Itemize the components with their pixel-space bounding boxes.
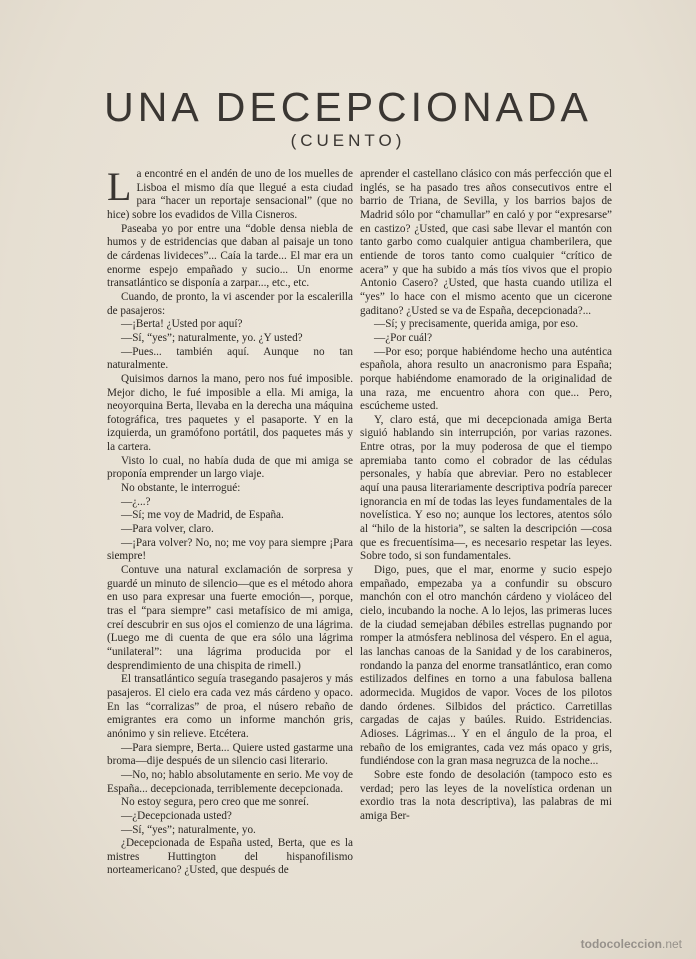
paragraph: Cuando, de pronto, la vi ascender por la escalerilla de pasajeros: xyxy=(107,290,353,317)
paragraph: Digo, pues, que el mar, enorme y sucio espejo empañado, empezaba ya a confundir su obscuro manchón con el otro manchón cárdeno y violáceo del cielo, incubando la noche. A lo lejos, las primeras luces de la ciudad semejaban débiles estrellas pugnando por romper la atmósfera neblinosa del véspero. En el agua, las lanchas canoas de la Sanidad y de los carabineros, rondando la panza del enorme transatlántico, eran como estilizados delfines en torno a una fabulosa ballena adormecida. Mugidos de vapor. Voces de los pilotos dando órdenes. Silbidos del práctico. Carretillas cargadas de cajas y baúles. Ruido. Estridencias. Adioses. Lágrimas... Y en el ángulo de la proa, el rebaño de los emigrantes, cada vez más opaco y gris, fundiéndose con la gran masa negruzca de la noche... xyxy=(360,564,612,768)
paragraph: Visto lo cual, no había duda de que mi amiga se proponía emprender un largo viaje. xyxy=(107,454,353,481)
paragraph: La encontré en el andén de uno de los muelles de Lisboa el mismo día que llegué a esta ciudad para “hacer un reportaje sensacional” (que no hice) sobre los evadidos de Villa Cisneros. xyxy=(107,164,353,221)
paragraph: —Sí; me voy de Madrid, de España. xyxy=(121,509,284,522)
paragraph: —¿Por cuál? xyxy=(374,331,433,344)
left-column xyxy=(107,164,353,878)
paragraph: Sobre este fondo de desolación (tampoco esto es verdad; pero las leyes de la novelística ordenan un exordio tras la nota descriptiva), las palabras de mi amiga Ber- xyxy=(360,768,612,822)
paragraph: —Sí; y precisamente, querida amiga, por eso. xyxy=(374,318,579,331)
paragraph: Contuve una natural exclamación de sorpresa y guardé un minuto de silencio—que es el método ahora en uso para expresar una fuerte emoción—, porque, tras el “para siempre” casi metafísico de mi amiga, creí descubrir en sus ojos el comienzo de una lágrima. (Luego me di cuenta de que era sólo una lágrima “unilateral”: una lágrima producida por el desprendimiento de una chispita de rimell.) xyxy=(107,564,353,672)
right-column xyxy=(360,168,612,824)
paragraph: —Sí, “yes”; naturalmente, yo. ¿Y usted? xyxy=(121,331,303,344)
watermark: todocoleccion.net xyxy=(580,937,682,951)
paragraph: Paseaba yo por entre una “doble densa niebla de humos y de estridencias que daban al paisaje un tono de cárdenas livideces”... Caía la tarde... El mar era un enorme espejo empañado y sucio... Un enorme transatlántico se disponía a zarpar..., etc., etc. xyxy=(107,222,353,290)
paragraph: —¡Para volver? No, no; me voy para siempre ¡Para siempre! xyxy=(107,536,353,563)
paragraph: No estoy segura, pero creo que me sonreí. xyxy=(121,796,309,809)
story-title: UNA DECEPCIONADA xyxy=(104,84,592,130)
paragraph: El transatlántico seguía trasegando pasajeros y más pasajeros. El cielo era cada vez más cárdeno y opaco. En las “corralizas” de proa, el núsero rebaño de emigrantes era como un informe manchón gris, anónimo y sin relieve. Etcétera. xyxy=(107,673,353,740)
paragraph: —¿...? xyxy=(121,495,151,508)
paragraph: —Pues... también aquí. Aunque no tan naturalmente. xyxy=(107,345,353,372)
paragraph: Y, claro está, que mi decepcionada amiga Berta siguió hablando sin interrupción, por varias razones. Entre otras, por la muy poderosa de que el tiempo apremiaba tanto como el cobrador de las cédulas personales, y había que abreviar. Pero no establecer aquí una pausa literariamente descriptiva podría parecer ignorancia en mí de todas las leyes fundamentales de la novelística. Y eso no; aunque los lectores, atentos sólo al “hilo de la historia”, se salten la descripción —cosa que es frecuentísima—, es necesario respetar las leyes. Sobre todo, si son fundamentales. xyxy=(360,413,612,563)
paragraph: —¿Decepcionada usted? xyxy=(121,809,232,822)
paragraph: —Para siempre, Berta... Quiere usted gastarme una broma—dije después de un silencio casi literario. xyxy=(107,741,353,768)
paragraph: No obstante, le interrogué: xyxy=(121,482,241,495)
drop-cap: L xyxy=(107,164,132,209)
paragraph: Quisimos darnos la mano, pero nos fué imposible. Mejor dicho, le fué imposible a ella. Mi amiga, la neoyorquina Berta, llevaba en la derecha una máquina fotográfica, tres paquetes y el pasaporte. Y en la izquierda, un gramófono portátil, dos paquetes más y la cartera. xyxy=(107,372,353,454)
paragraph: —No, no; hablo absolutamente en serio. Me voy de España... decepcionada, terriblemente decepcionada. xyxy=(107,768,353,795)
paragraph: —Para volver, claro. xyxy=(121,523,214,536)
paragraph: —Por eso; porque habiéndome hecho una auténtica española, ahora resulto un anacronismo para España; porque habiéndome enamorado de la originalidad de una raza, me encuentro ahora con que... Pero, escúcheme usted. xyxy=(360,345,612,413)
paragraph: ¿Decepcionada de España usted, Berta, que es la mistres Huttington del hispanofilismo norteamericano? ¿Usted, que después de xyxy=(107,837,353,877)
paragraph: —¡Berta! ¿Usted por aquí? xyxy=(121,318,243,331)
story-subtitle: (CUENTO) xyxy=(290,131,406,150)
paragraph: aprender el castellano clásico con más perfección que el inglés, se ha pasado tres años consecutivos entre el barrio de Triana, de Sevilla, y los barrios bajos de Madrid sólo por “chamullar” en caló y por “expresarse” en castizo? ¿Usted, que casi sabe llevar el mantón con tanto garbo como cualquier antigua chamberilera, que entiende de toros tanto como cualquier “crítico de acera” y que ha subido a más tíos vivos que el propio Antonio Casero? ¿Usted, que hasta cuando utiliza el “yes” lo hace con el mismo acento que un cicerone gaditano? ¿Usted se va de España, decepcionada?... xyxy=(360,168,612,317)
paragraph: —Sí, “yes”; naturalmente, yo. xyxy=(121,823,256,836)
